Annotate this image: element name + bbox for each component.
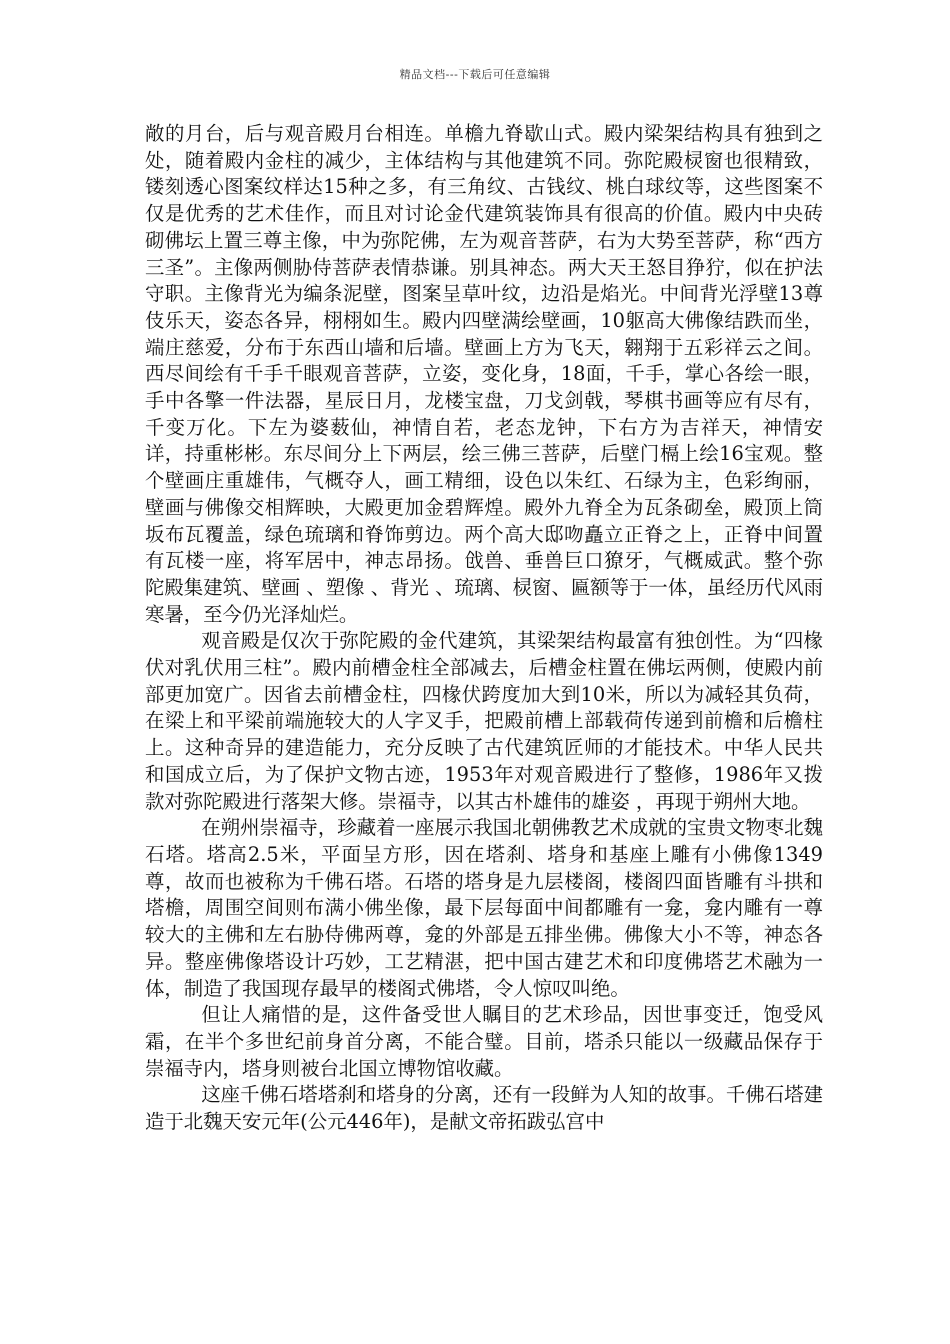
paragraph-separation: 但让人痛惜的是，这件备受世人瞩目的艺术珍品，因世事变迁，饱受风霜，在半个多世纪前身首分离，不能合璧。目前，塔杀只能以一级藏品保存于崇福寺内，塔身则被台北国立博物馆收藏。 — [145, 1003, 823, 1080]
document-body — [145, 121, 823, 1136]
paragraph-mituo-hall: 敞的月台，后与观音殿月台相连。单檐九脊歇山式。殿内梁架结构具有独到之处，随着殿内金柱的减少，主体结构与其他建筑不同。弥陀殿棂窗也很精致，镂刻透心图案纹样达15种之多，有三角纹、古钱纹、桃白球纹等，这些图案不仅是优秀的艺术佳作，而且对讨论金代建筑装饰具有很高的价值。殿内中央砖砌佛坛上置三尊主像，中为弥陀佛，左为观音菩萨，右为大势至菩萨，称“西方三圣”。主像两侧胁侍菩萨表情恭谦。别具神态。两大天王怒目狰狞，似在护法守职。主像背光为编条泥壁，图案呈草叶纹，边沿是焰光。中间背光浮壁13尊伎乐天，姿态各异，栩栩如生。殿内四壁满绘壁画，10躯高大佛像结跌而坐，端庄慈爱，分布于东西山墙和后墙。壁画上方为飞天，翱翔于五彩祥云之间。西尽间绘有千手千眼观音菩萨，立姿，变化身，18面，千手，掌心各绘一眼，手中各擎一件法器，星辰日月，龙楼宝盘，刀戈剑戟，琴棋书画等应有尽有，千变万化。下左为婆薮仙，神情自若，老态龙钟，下右方为吉祥天，神情安详，持重彬彬。东尽间分上下两层，绘三佛三菩萨，后壁门槅上绘16宝观。整个壁画庄重雄伟，气概夺人，画工精细，设色以朱红、石绿为主，色彩绚丽，壁画与佛像交相辉映，大殿更加金碧辉煌。殿外九脊全为瓦条砌垒，殿顶上筒坂布瓦覆盖，绿色琉璃和脊饰剪边。两个高大邸吻矗立正脊之上，正脊中间置有瓦楼一座，将军居中，神志昂扬。戗兽、垂兽巨口獠牙，气概威武。整个弥陀殿集建筑、壁画 、塑像 、背光 、琉璃、棂窗、匾额等于一体，虽经历代风雨寒暑，至今仍光泽灿烂。 — [145, 122, 823, 626]
paragraph-story: 这座千佛石塔塔刹和塔身的分离，还有一段鲜为人知的故事。千佛石塔建造于北魏天安元年(公元446年)，是献文帝拓跋弘宫中 — [145, 1083, 823, 1134]
paragraph-guanyin-hall: 观音殿是仅次于弥陀殿的金代建筑，其梁架结构最富有独创性。为“四椽伏对乳伏用三柱”。殿内前槽金柱全部减去，后槽金柱置在佛坛两侧，使殿内前部更加宽广。因省去前槽金柱，四椽伏跨度加大到10米，所以为减轻其负荷，在梁上和平梁前端施较大的人字叉手，把殿前槽上部载荷传递到前檐和后檐柱上。这种奇异的建造能力，充分反映了古代建筑匠师的才能技术。中华人民共和国成立后，为了保护文物古迹，1953年对观音殿进行了整修，1986年又拨款对弥陀殿进行落架大修。崇福寺，以其古朴雄伟的雄姿 ，再现于朔州大地。 — [145, 629, 823, 813]
page-header: 精品文档---下载后可任意编辑 — [399, 68, 551, 81]
paragraph-stone-pagoda: 在朔州崇福寺，珍藏着一座展示我国北朝佛教艺术成就的宝贵文物枣北魏石塔。塔高2.5米，平面呈方形，因在塔刹、塔身和基座上雕有小佛像1349尊，故而也被称为千佛石塔。石塔的塔身是九层楼阁，楼阁四面皆雕有斗拱和塔檐，周围空间则布满小佛坐像，最下层每面中间都雕有一龛，龛内雕有一尊较大的主佛和左右胁侍佛两尊，龛的外部是五排坐佛。佛像大小不等，神态各异。整座佛像塔设计巧妙，工艺精湛，把中国古建艺术和印度佛塔艺术融为一体，制造了我国现存最早的楼阁式佛塔，令人惊叹叫绝。 — [145, 816, 823, 1000]
